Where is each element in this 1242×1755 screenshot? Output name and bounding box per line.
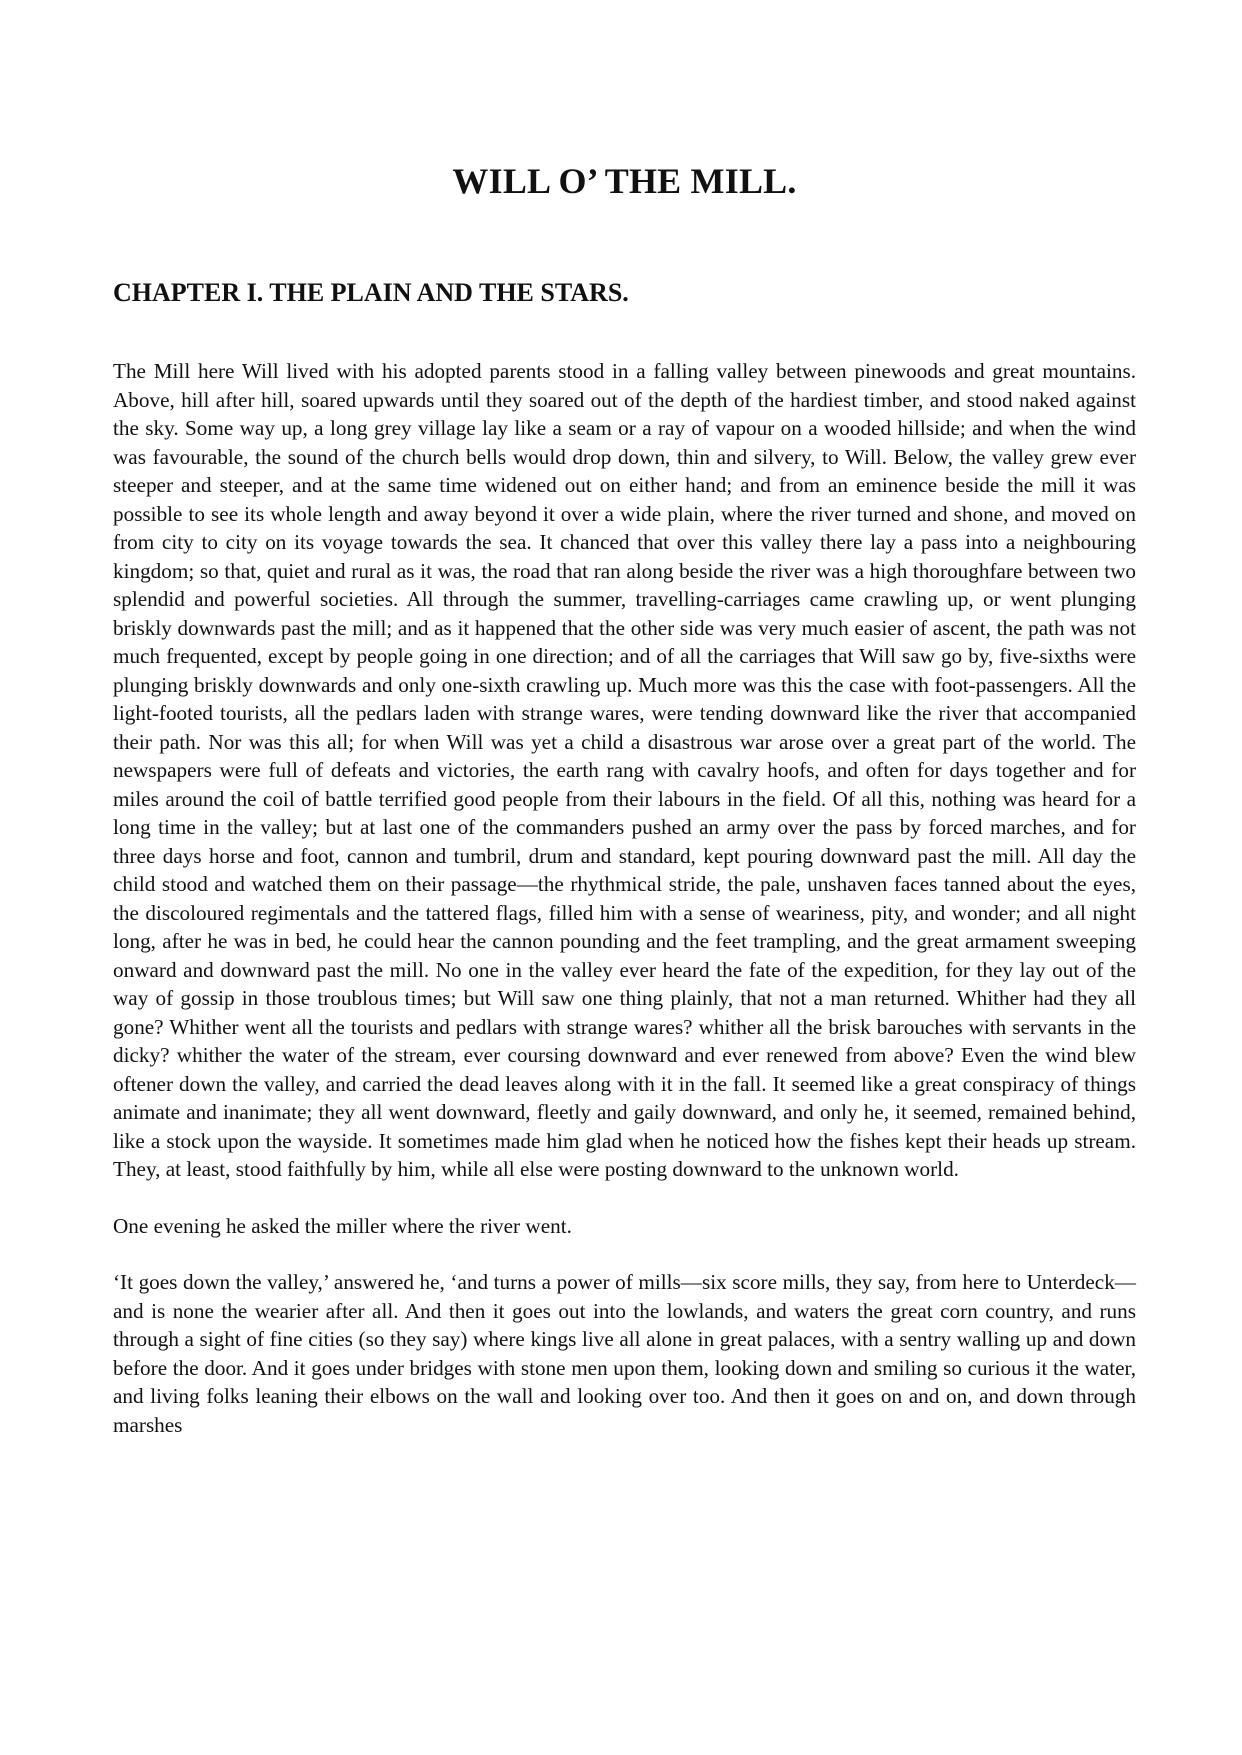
paragraph: The Mill here Will lived with his adopted parents stood in a falling valley between pinewoods and great mountains. Above, hill after hill, soared upwards until they soared out of the depth of the hardiest timber, and stood naked against the sky. Some way up, a long grey village lay like a seam or a ray of vapour on a wooded hillside; and when the wind was favourable, the sound of the church bells would drop down, thin and silvery, to Will. Below, the valley grew ever steeper and steeper, and at the same time widened out on either hand; and from an eminence beside the mill it was possible to see its whole length and away beyond it over a wide plain, where the river turned and shone, and moved on from city to city on its voyage towards the sea. It chanced that over this valley there lay a pass into a neighbouring kingdom; so that, quiet and rural as it was, the road that ran along beside the river was a high thoroughfare between two splendid and powerful societies. All through the summer, travelling-carriages came crawling up, or went plunging briskly downwards past the mill; and as it happened that the other side was very much easier of ascent, the path was not much frequented, except by people going in one direction; and of all the carriages that Will saw go by, five-sixths were plunging briskly downwards and only one-sixth crawling up. Much more was this the case with foot-passengers. All the light-footed tourists, all the pedlars laden with strange wares, were tending downward like the river that accompanied their path. Nor was this all; for when Will was yet a child a disastrous war arose over a great part of the world. The newspapers were full of defeats and victories, the earth rang with cavalry hoofs, and often for days together and for miles around the coil of battle terrified good people from their labours in the field. Of all this, nothing was heard for a long time in the valley; but at last one of the commanders pushed an army over the pass by forced marches, and for three days horse and foot, cannon and tumbril, drum and standard, kept pouring downward past the mill. All day the child stood and watched them on their passage—the rhythmical stride, the pale, unshaven faces tanned about the eyes, the discoloured regimentals and the tattered flags, filled him with a sense of weariness, pity, and wonder; and all night long, after he was in bed, he could hear the cannon pounding and the feet trampling, and the great armament sweeping onward and downward past the mill. No one in the valley ever heard the fate of the expedition, for they lay out of the way of gossip in those troublous times; but Will saw one thing plainly, that not a man returned. Whither had they all gone? Whither went all the tourists and pedlars with strange wares? whither all the brisk barouches with servants in the dicky? whither the water of the stream, ever coursing downward and ever renewed from above? Even the wind blew oftener down the valley, and carried the dead leaves along with it in the fall. It seemed like a great conspiracy of things animate and inanimate; they all went downward, fleetly and gaily downward, and only he, it seemed, remained behind, like a stock upon the wayside. It sometimes made him glad when he noticed how the fishes kept their heads up stream. They, at least, stood faithfully by him, while all else were posting downward to the unknown world.	[113, 359, 1136, 1181]
body-text	[113, 357, 1136, 1439]
chapter-heading: CHAPTER I. THE PLAIN AND THE STARS.	[113, 278, 629, 307]
paragraph: One evening he asked the miller where the river went.	[113, 1213, 572, 1238]
book-title: WILL O’ THE MILL.	[452, 161, 797, 201]
paragraph: ‘It goes down the valley,’ answered he, ‘and turns a power of mills—six score mills, they say, from here to Unterdeck—and is none the wearier after all. And then it goes out into the lowlands, and waters the great corn country, and runs through a sight of fine cities (so they say) where kings live all alone in great palaces, with a sentry walling up and down before the door. And it goes under bridges with stone men upon them, looking down and smiling so curious it the water, and living folks leaning their elbows on the wall and looking over too. And then it goes on and on, and down through marshes	[113, 1270, 1136, 1437]
document-page	[113, 0, 1136, 1755]
